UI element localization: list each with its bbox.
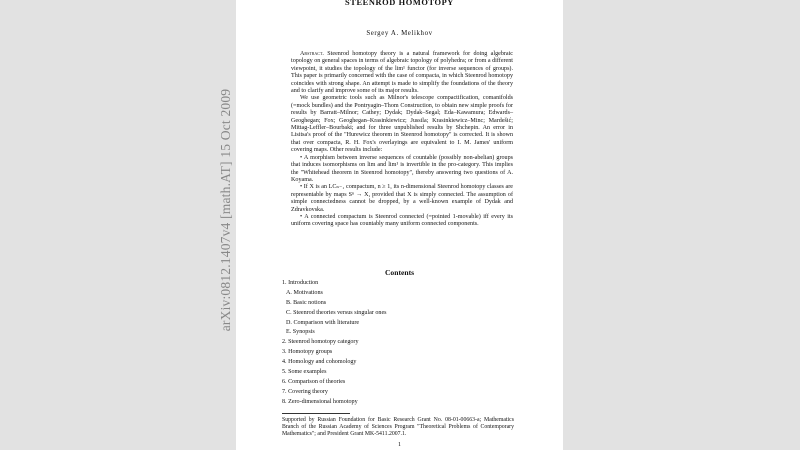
- abstract-block: [291, 51, 513, 229]
- toc-item: 5. Some examples: [282, 369, 327, 376]
- result-bullet-3: • A connected compactum is Steenrod connected (=pointed 1-movable) iff every its uniform covering space has countably many uniform connected components.: [291, 213, 513, 228]
- toc-item: 6. Comparison of theories: [282, 378, 346, 385]
- abstract-label: Abstract.: [300, 51, 324, 57]
- toc-item: 1. Introduction: [282, 280, 319, 286]
- footnote-rule: [282, 413, 350, 414]
- paper-author: Sergey A. Melikhov: [366, 30, 433, 37]
- toc-item: 2. Steenrod homotopy category: [282, 339, 359, 346]
- toc-item: 4. Homology and cohomology: [282, 359, 357, 366]
- page-number: 1: [397, 441, 402, 448]
- abstract-paragraph: [291, 51, 513, 95]
- contents-heading: Contents: [384, 268, 415, 277]
- paper-page: [236, 0, 563, 450]
- table-of-contents: [282, 279, 387, 408]
- abstract-paragraph-2: We use geometric tools such as Milnor's telescope compactification, comanifolds (=mock bundles) and the Pontryagin–Thom Construction, to obtain new simple proofs for results by Barratt–Milnor; Cathey; Dydak; Dydak–Segal; Eda–Kawamura; Edwards–Geoghegan; Fox; Geoghegan–Krasinkiewicz; Jussila; Krasinkiewicz–Minc; Mardešić; Mittag-Leffler–Bourbaki; and for three unpublished results by Shchepin. An error in Lisitsa's proof of the "Hurewicz theorem in Steenrod homotopy" is corrected. It is shown that over compacta, R. H. Fox's overlayings are equivalent to I. M. James' uniform covering maps. Other results include:: [291, 95, 513, 154]
- paper-title: STEENROD HOMOTOPY: [345, 0, 454, 7]
- arxiv-identifier-stamp: arXiv:0812.1407v4 [math.AT] 15 Oct 2009: [218, 88, 233, 332]
- toc-item: 8. Zero-dimensional homotopy: [282, 398, 358, 405]
- toc-item: C. Steenrod theories versus singular ones: [286, 309, 387, 316]
- toc-item: D. Comparison with literature: [286, 319, 360, 326]
- result-bullet-2: • If X is an LCₙ₋₁ compactum, n ≥ 1, its n-dimensional Steenrod homotopy classes are representable by maps Sⁿ → X, provided that X is simply connected. The assumption of simple connectedness cannot be dropped, by a well-known example of Dydak and Zdravkovska.: [291, 184, 513, 213]
- toc-item: 3. Homotopy groups: [282, 349, 333, 356]
- abstract-text: Steenrod homotopy theory is a natural framework for doing algebraic topology on general spaces in terms of algebraic topology of polyhedra; or from a different viewpoint, it studies the topology of the lim¹ functor (for inverse sequences of groups). This paper is primarily concerned with the case of compacta, in which Steenrod homotopy coincides with strong shape. An attempt is made to simplify the foundations of the theory and to clarify and improve some of its major results.: [291, 51, 513, 95]
- funding-footnote: Supported by Russian Foundation for Basic Research Grant No. 08-01-00663-a; Mathematics Branch of the Russian Academy of Sciences Program "Theoretical Problems of Contemporary Mathematics"; and President Grant MK-5411.2007.1.: [282, 417, 514, 438]
- toc-item: A. Motivations: [286, 289, 323, 296]
- result-bullet-1: • A morphism between inverse sequences of countable (possibly non-abelian) groups that induces isomorphisms on lim and lim¹ is invertible in the pro-category. This implies the "Whitehead theorem in Steenrod homotopy", thereby answering two questions of A. Koyama.: [291, 154, 513, 183]
- toc-item: E. Synopsis: [286, 329, 315, 336]
- toc-item: 7. Covering theory: [282, 388, 328, 395]
- toc-item: B. Basic notions: [286, 299, 327, 306]
